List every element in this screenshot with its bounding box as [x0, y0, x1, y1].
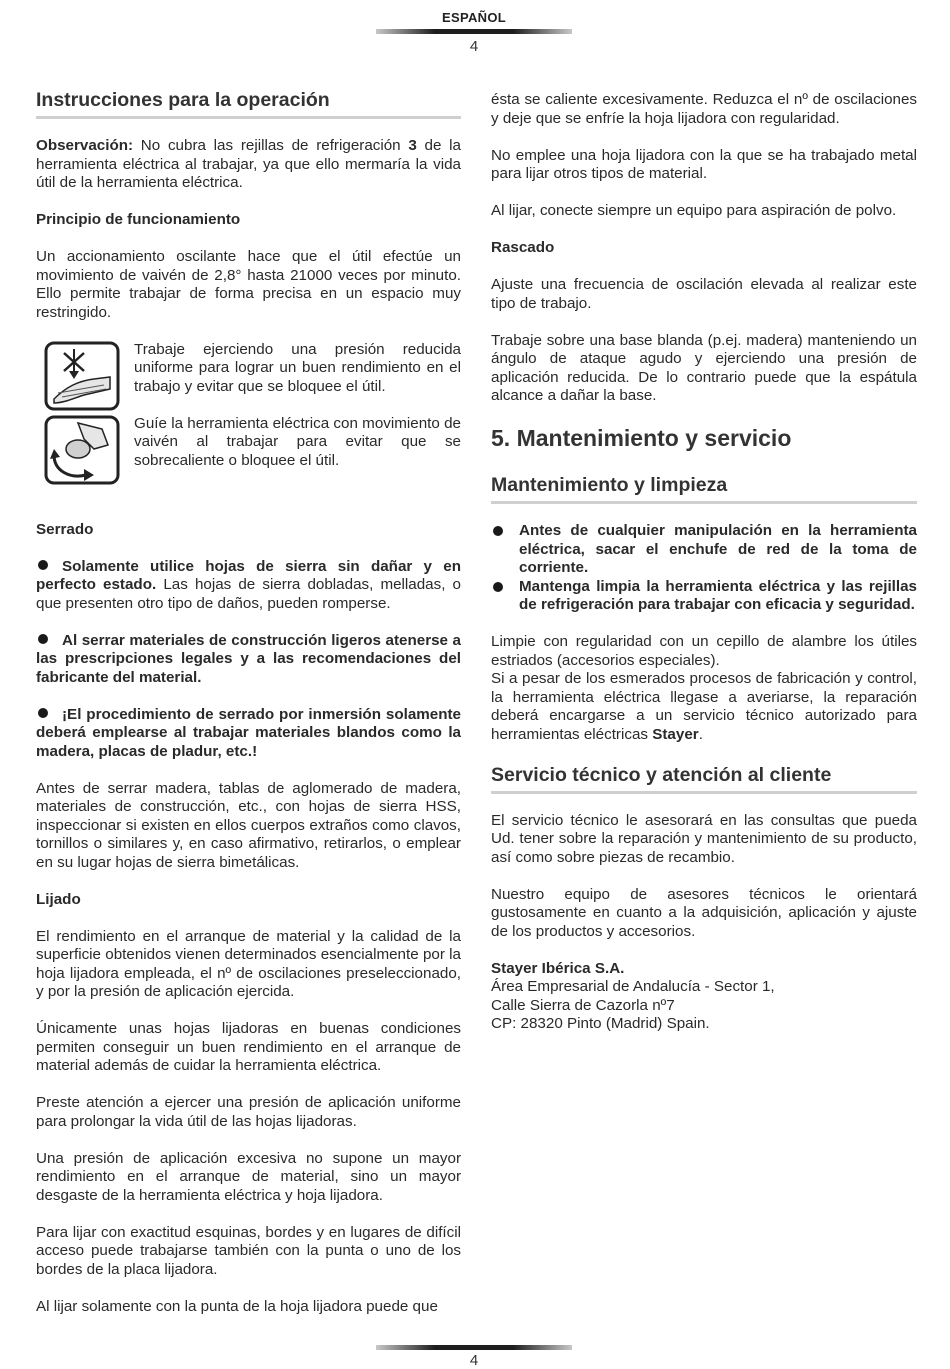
section-title-operation: Instrucciones para la operación: [36, 88, 461, 119]
sanding-paragraph-4: Una presión de aplicación excesiva no supone un mayor rendimiento en el arranque de material, sino un mayor desgaste de la herramienta eléctrica y hoja lijadora.: [36, 1149, 461, 1204]
sanding-paragraph-6: Al lijar solamente con la punta de la hoja lijadora puede que: [36, 1297, 438, 1315]
bullet-dot-icon: [38, 634, 48, 644]
subheading-scraping: Rascado: [491, 239, 555, 256]
page-number-bottom: 4: [469, 1352, 479, 1369]
scraping-paragraph-2: Trabaje sobre una base blanda (p.ej. madera) manteniendo un ángulo de ataque agudo y ejerciendo una presión de aplicación reducida. De lo contrario puede que la espátula alcance a dañar la base.: [491, 331, 917, 404]
instruction-icon-row-movement: [36, 415, 461, 485]
sanding-continued-2: No emplee una hoja lijadora con la que se ha trabajado metal para lijar otros tipos de material.: [491, 146, 917, 182]
address-line-2: Calle Sierra de Cazorla nº7: [491, 996, 675, 1014]
sanding-paragraph-1: El rendimiento en el arranque de material y la calidad de la superficie obtenidos vienen determinados esencialmente por la hoja lijadora empleada, el nº de oscilaciones preseleccionado, y por la presión de aplicación ejercida.: [36, 927, 461, 1000]
section-title-service: Servicio técnico y atención al cliente: [491, 763, 917, 794]
subheading-sawing: Serrado: [36, 520, 94, 538]
page-header: [0, 0, 950, 60]
maintenance-bullet-1: Antes de cualquier manipulación en la herramienta eléctrica, sacar el enchufe de red de la toma de corriente.: [491, 522, 917, 578]
subheading-principle: Principio de funcionamiento: [36, 211, 241, 228]
subheading-sanding: Lijado: [36, 890, 81, 908]
company-name: Stayer Ibérica S.A.: [491, 959, 625, 977]
chapter-title-maintenance: 5. Mantenimiento y servicio: [491, 425, 792, 451]
bullet-dot-icon: [493, 526, 503, 536]
bullet-dot-icon: [38, 560, 48, 570]
sawing-bullet-3: ¡El procedimiento de serrado por inmersión solamente deberá emplearse al trabajar materiales blandos como la madera, placas de pladur, etc.!: [36, 705, 461, 760]
bullet-dot-icon: [493, 582, 503, 592]
footer-rule: [376, 1345, 572, 1350]
service-paragraph-2: Nuestro equipo de asesores técnicos le orientará gustosamente en cuanto a la adquisición, aplicación y ajuste de los productos y accesorios.: [491, 885, 917, 940]
principle-paragraph: Un accionamiento oscilante hace que el útil efectúe un movimiento de vaivén de 2,8° hasta 21000 veces por minuto. Ello permite trabajar de forma precisa en un espacio muy restringido.: [36, 248, 461, 321]
service-paragraph-1: El servicio técnico le asesorará en las consultas que pueda Ud. tener sobre la reparación y mantenimiento de su producto, así como sobre piezas de recambio.: [491, 811, 917, 866]
sanding-paragraph-3: Preste atención a ejercer una presión de aplicación uniforme para prolongar la vida útil de las hojas lijadoras.: [36, 1094, 461, 1130]
address-line-1: Área Empresarial de Andalucía - Sector 1,: [491, 978, 775, 995]
movement-instruction-text: Guíe la herramienta eléctrica con movimiento de vaivén al trabajar para evitar que se sobrecaliente o bloquee el útil.: [134, 414, 461, 469]
left-column: [36, 88, 461, 1316]
sawing-paragraph: Antes de serrar madera, tablas de aglomerado de madera, materiales de construcción, etc., con hojas de sierra HSS, inspeccionar si existen en ellos cuerpos extraños como clavos, tornillos o similares y, en caso afirmativo, retirarlos, o emplear en su lugar hojas de sierra bimetálicas.: [36, 779, 461, 871]
section-title-maintenance-cleaning: Mantenimiento y limpieza: [491, 473, 917, 504]
company-address: [491, 960, 917, 1034]
oscillation-arrow-icon: [44, 415, 120, 485]
maintenance-paragraph-2: Si a pesar de los esmerados procesos de fabricación y control, la herramienta eléctrica llegase a averiarse, la reparación deberá encargarse a un servicio técnico autorizado para herramientas eléctricas Stayer.: [491, 670, 917, 743]
maintenance-paragraph-1: Limpie con regularidad con un cepillo de alambre los útiles estriados (accesorios especiales).: [491, 633, 917, 669]
page-number-top: 4: [469, 38, 479, 55]
observation-paragraph: Observación: No cubra las rejillas de refrigeración 3 de la herramienta eléctrica al trabajar, ya que ello mermaría la vida útil de la herramienta eléctrica.: [36, 137, 461, 191]
right-column: [491, 91, 917, 1034]
sanding-paragraph-2: Únicamente unas hojas lijadoras en buenas condiciones permiten conseguir un buen rendimiento en el arranque de material además de cuidar la herramienta eléctrica.: [36, 1020, 461, 1074]
address-line-3: CP: 28320 Pinto (Madrid) Spain.: [491, 1015, 710, 1032]
sanding-continued-3: Al lijar, conecte siempre un equipo para aspiración de polvo.: [491, 202, 897, 219]
sawing-bullet-2: Al serrar materiales de construcción ligeros atenerse a las prescripciones legales y a las recomendaciones del fabricante del material.: [36, 631, 461, 686]
sanding-continued-1: ésta se caliente excesivamente. Reduzca el nº de oscilaciones y deje que se enfríe la hoja lijadora con regularidad.: [491, 91, 917, 127]
sanding-paragraph-5: Para lijar con exactitud esquinas, bordes y en lugares de difícil acceso puede trabajarse también con la punta o uno de los bordes de la placa lijadora.: [36, 1223, 461, 1278]
sawing-bullet-1: Solamente utilice hojas de sierra sin dañar y en perfecto estado. Las hojas de sierra dobladas, melladas, o que presenten otro tipo de daños, pueden romperse.: [36, 557, 462, 612]
bullet-dot-icon: [38, 708, 48, 718]
maintenance-bullet-list: [491, 522, 917, 615]
scraping-paragraph-1: Ajuste una frecuencia de oscilación elevada al realizar este tipo de trabajo.: [491, 276, 917, 312]
language-label: ESPAÑOL: [442, 10, 506, 25]
brand-name: Stayer: [652, 725, 699, 743]
pressure-instruction-text: Trabaje ejerciendo una presión reducida uniforme para lograr un buen rendimiento en el trabajo y evitar que se bloquee el útil.: [134, 340, 461, 395]
observation-label: Observación:: [36, 137, 134, 154]
maintenance-bullet-2: Mantenga limpia la herramienta eléctrica y las rejillas de refrigeración para trabajar con eficacia y seguridad.: [491, 578, 917, 615]
header-rule: [376, 29, 572, 34]
no-pressure-hand-icon: [44, 341, 120, 411]
instruction-icon-row-pressure: [36, 341, 461, 411]
